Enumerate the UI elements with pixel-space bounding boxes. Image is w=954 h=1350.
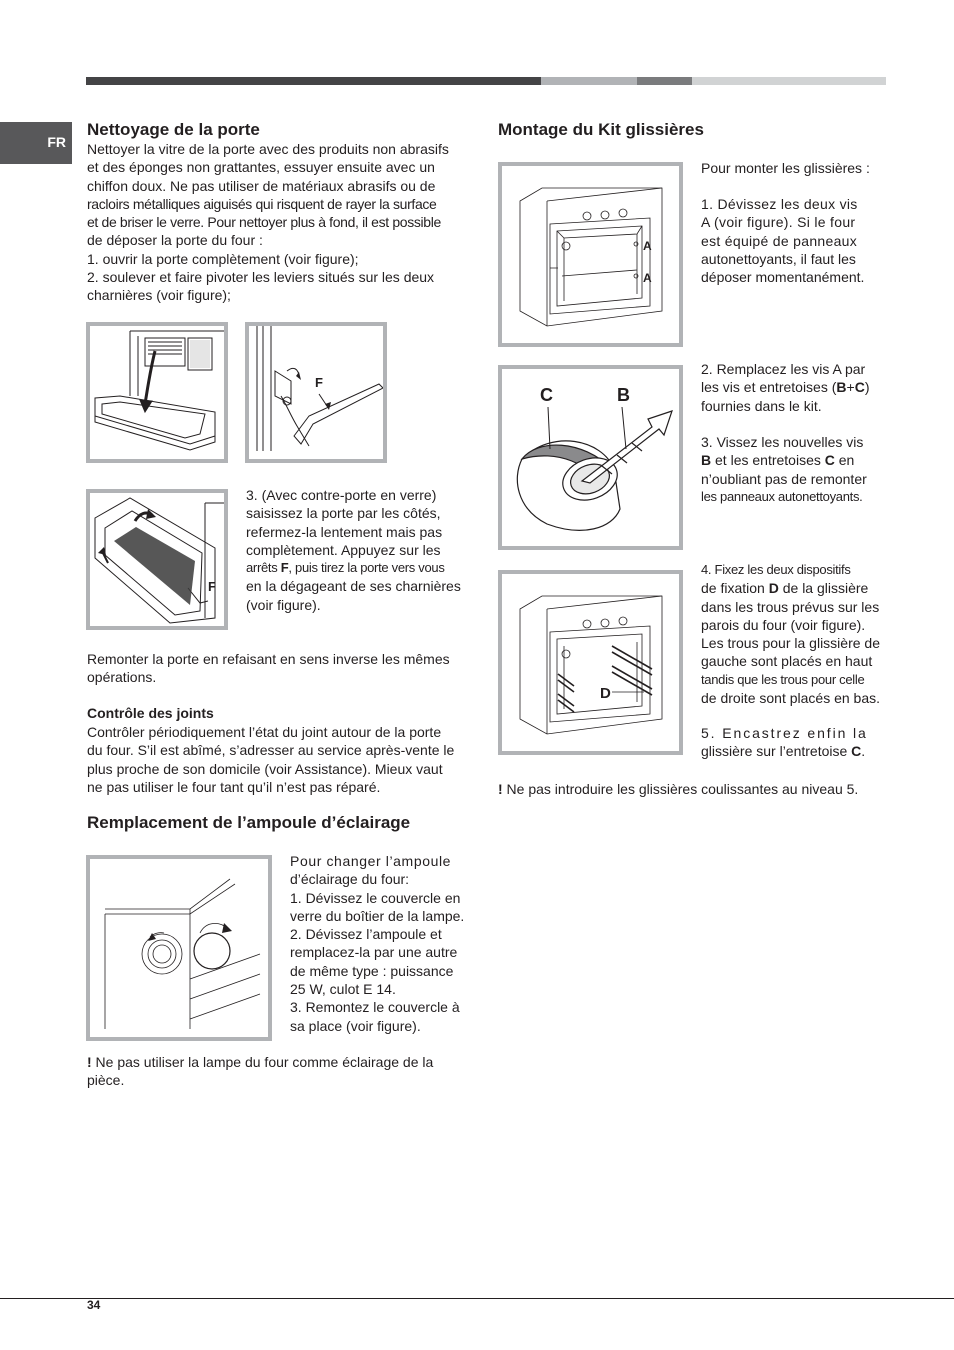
language-tab: FR xyxy=(0,122,72,164)
screw-spacer-illustration xyxy=(502,369,679,546)
figure-door-removal xyxy=(86,489,228,630)
warning-mark: ! xyxy=(87,1054,92,1070)
warning-mark: ! xyxy=(498,781,503,797)
remount-text: Remonter la porte en refaisant en sens inverse les mêmes opérations. xyxy=(87,651,450,686)
kit-warning: ! Ne pas introduire les glissières coulissantes au niveau 5. xyxy=(498,781,859,797)
oven-screws-illustration xyxy=(502,166,679,343)
label-a-top: A xyxy=(643,239,652,253)
page-number: 34 xyxy=(87,1298,101,1312)
lamp-warning: ! Ne pas utiliser la lampe du four comme éclairage de la pièce. xyxy=(87,1054,434,1089)
kit-step2: 2. Remplacez les vis A par les vis et entretoises (B+C) fournies dans le kit. xyxy=(701,361,870,414)
label-d: D xyxy=(600,685,611,702)
header-bar-pale xyxy=(692,77,886,85)
label-f-hinge: F xyxy=(315,375,323,390)
hinge-lever-illustration xyxy=(249,326,383,459)
door-cleaning-title: Nettoyage de la porte xyxy=(87,120,260,139)
figure-screw-spacer xyxy=(498,365,683,550)
figure-oven-rails xyxy=(498,570,683,755)
kit-mounting-title: Montage du Kit glissières xyxy=(498,120,704,139)
figure-oven-door-open xyxy=(86,322,228,463)
label-f-door: F xyxy=(208,579,216,594)
kit-step4: 4. Fixez les deux dispositifs de fixation D de la glissière dans les trous prévus sur les parois du four (voir figure). Les trous pour la glissière de gauche sont placés en haut tandis que les trous pour celle de droite sont placés en bas. xyxy=(701,562,881,707)
lamp-illustration xyxy=(90,859,268,1037)
lamp-steps-text: Pour changer l’ampoule d’éclairage du four: 1. Dévissez le couvercle en verre du boîtier de la lampe. 2. Dévissez l’ampoule et remplacez-la par une autre de même type : puissance 25 W, culot E 14. 3. Remontez le couvercle à sa place (voir figure). xyxy=(290,853,465,1034)
kit-intro: Pour monter les glissières : xyxy=(701,160,870,176)
oven-rails-illustration xyxy=(502,574,679,751)
header-bar-dark xyxy=(86,77,541,85)
label-b: B xyxy=(617,385,630,405)
label-a-bottom: A xyxy=(643,271,652,285)
header-bar-mid xyxy=(637,77,692,85)
joints-title: Contrôle des joints xyxy=(87,705,214,721)
oven-door-open-illustration xyxy=(90,326,224,459)
kit-step3: 3. Vissez les nouvelles vis B et les entretoises C en n’oubliant pas de remonter les panneaux autonettoyants. xyxy=(701,434,867,504)
door-cleaning-text: Nettoyer la vitre de la porte avec des produits non abrasifs et des éponges non grattantes, essuyer ensuite avec un chiffon doux. Ne pas utiliser de matériaux abrasifs ou de racloirs métalliques aiguisés qui risquent de rayer la surface et de briser le verre. Pour nettoyer plus à fond, il est possible de déposer la porte du four : 1. ouvrir la porte complètement (voir figure); 2. soulever et faire pivoter les leviers situés sur les deux charnières (voir figure); xyxy=(87,141,449,304)
label-c: C xyxy=(540,385,553,405)
door-removal-illustration xyxy=(90,493,224,626)
figure-lamp xyxy=(86,855,272,1041)
figure-hinge-lever xyxy=(245,322,387,463)
kit-step1: 1. Dévissez les deux vis A (voir figure). Si le four est équipé de panneaux autonettoyants, il faut les déposer momentanément. xyxy=(701,196,865,286)
door-step3-text: 3. (Avec contre-porte en verre) saisissez la porte par les côtés, refermez-la lentement mais pas complètement. Appuyez sur les arrêts F, puis tirez la porte vers vous en la dégageant de ses charnières (voir figure). xyxy=(246,487,461,613)
kit-step5: 5. Encastrez enfin la glissière sur l’entretoise C. xyxy=(701,725,868,760)
footer-rule xyxy=(0,1298,954,1299)
figure-oven-screws-a xyxy=(498,162,683,347)
header-bar-light xyxy=(541,77,637,85)
lamp-replacement-title: Remplacement de l’ampoule d’éclairage xyxy=(87,813,411,832)
joints-text: Contrôler périodiquement l’état du joint autour de la porte du four. S’il est abîmé, s’adresser au service après-vente le plus proche de son domicile (voir Assistance). Mieux vaut ne pas utiliser le four tant qu’il n’est pas réparé. xyxy=(87,724,455,795)
